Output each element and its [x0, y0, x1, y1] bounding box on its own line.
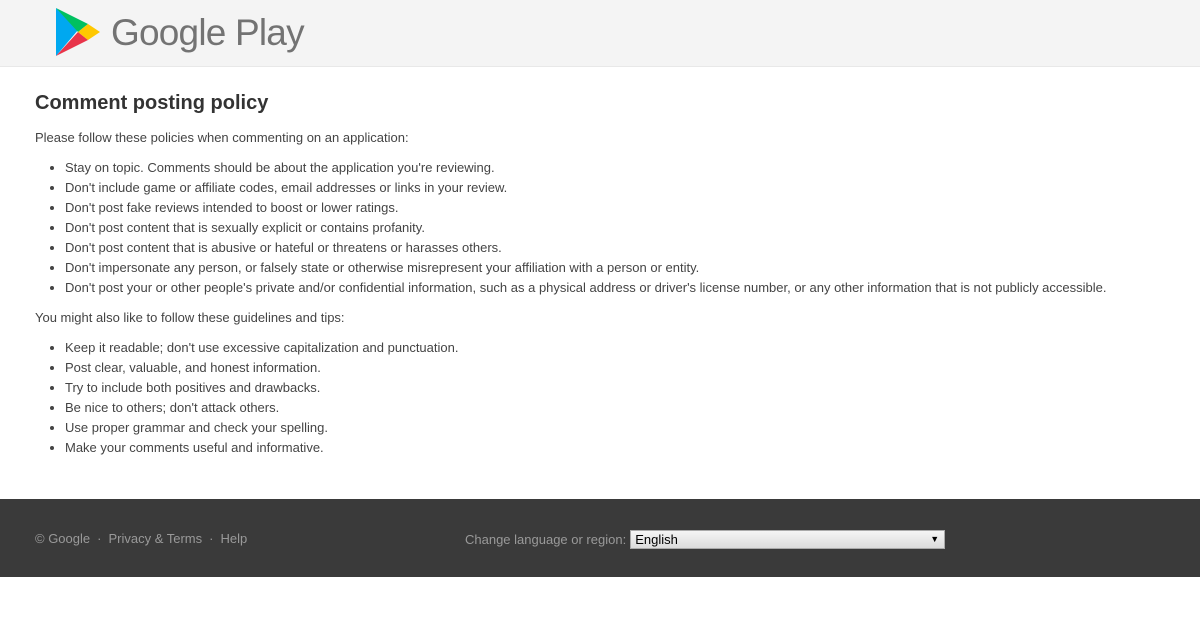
list-item: • Make your comments useful and informative.	[65, 438, 1165, 458]
page-title: Comment posting policy	[35, 92, 269, 114]
tips-intro: You might also like to follow these guidelines and tips:	[35, 310, 345, 325]
language-region	[465, 530, 945, 549]
language-label: Change language or region:	[465, 532, 627, 547]
list-item: • Post clear, valuable, and honest information.	[65, 358, 1165, 378]
copyright: © Google	[35, 531, 91, 546]
list-item: • Don't impersonate any person, or falsely state or otherwise misrepresent your affiliation with a person or entity.	[65, 258, 1165, 278]
list-item: • Use proper grammar and check your spelling.	[65, 418, 1165, 438]
list-item: • Don't include game or affiliate codes, email addresses or links in your review.	[65, 178, 1165, 198]
privacy-terms-link[interactable]: Privacy & Terms	[108, 531, 203, 546]
separator: ·	[97, 531, 102, 546]
separator: ·	[209, 531, 214, 546]
play-store-icon	[56, 8, 100, 56]
tips-list	[35, 338, 1165, 458]
policies-intro: Please follow these policies when commenting on an application:	[35, 130, 409, 145]
header	[0, 0, 1200, 67]
list-item: • Try to include both positives and drawbacks.	[65, 378, 1165, 398]
list-item: • Keep it readable; don't use excessive capitalization and punctuation.	[65, 338, 1165, 358]
dropdown-arrow-icon: ▼	[930, 534, 940, 544]
list-item: • Don't post your or other people's private and/or confidential information, such as a physical address or driver's license number, or any other information that is not publicly accessible.	[65, 278, 1165, 298]
google-play-logo[interactable]	[56, 8, 304, 56]
list-item: • Stay on topic. Comments should be about the application you're reviewing.	[65, 158, 1165, 178]
language-select[interactable]	[630, 530, 945, 549]
policies-list	[35, 158, 1165, 298]
list-item: • Don't post content that is abusive or hateful or threatens or harasses others.	[65, 238, 1165, 258]
list-item: • Don't post fake reviews intended to boost or lower ratings.	[65, 198, 1165, 218]
logo-text: Google Play	[111, 12, 304, 53]
help-link[interactable]: Help	[220, 531, 248, 546]
footer	[0, 499, 1200, 577]
footer-links	[35, 531, 247, 547]
main-content	[35, 91, 1165, 469]
language-selected-value: English	[635, 532, 678, 547]
list-item: • Don't post content that is sexually explicit or contains profanity.	[65, 218, 1165, 238]
list-item: • Be nice to others; don't attack others.	[65, 398, 1165, 418]
